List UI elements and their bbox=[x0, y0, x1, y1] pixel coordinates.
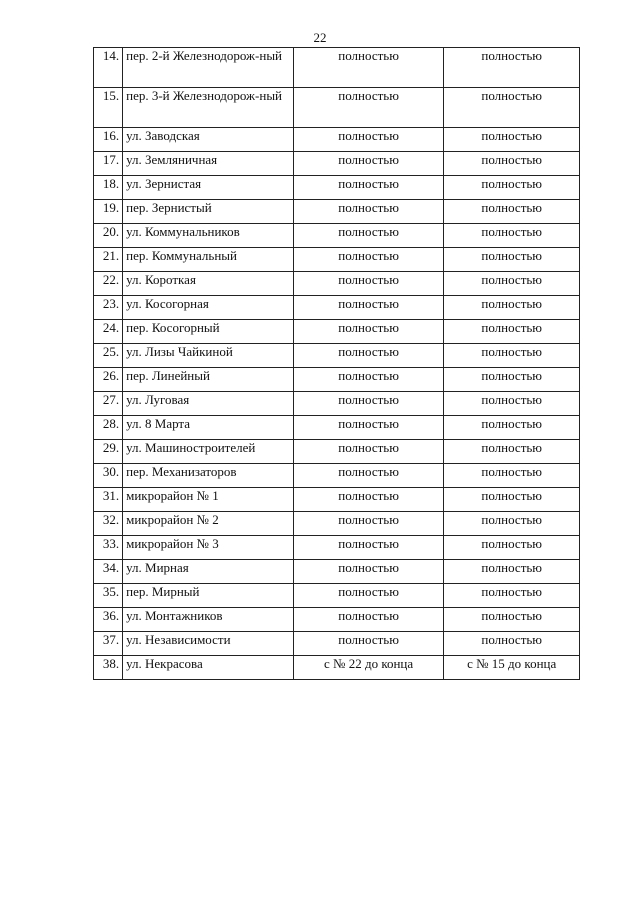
range-col-2: полностью bbox=[444, 296, 580, 320]
row-number: 38. bbox=[94, 656, 123, 680]
row-number: 28. bbox=[94, 416, 123, 440]
row-number: 15. bbox=[94, 88, 123, 128]
street-name: пер. 2-й Железнодорож-ный bbox=[123, 48, 294, 88]
row-number: 24. bbox=[94, 320, 123, 344]
table-row bbox=[94, 440, 580, 464]
table-row bbox=[94, 48, 580, 88]
range-col-1: полностью bbox=[293, 512, 444, 536]
row-number: 19. bbox=[94, 200, 123, 224]
table-row bbox=[94, 464, 580, 488]
street-name: пер. Зернистый bbox=[123, 200, 294, 224]
range-col-1: полностью bbox=[293, 488, 444, 512]
table-row bbox=[94, 296, 580, 320]
range-col-2: полностью bbox=[444, 128, 580, 152]
table-row bbox=[94, 632, 580, 656]
street-name: ул. 8 Марта bbox=[123, 416, 294, 440]
range-col-1: полностью bbox=[293, 608, 444, 632]
range-col-1: полностью bbox=[293, 128, 444, 152]
range-col-2: полностью bbox=[444, 512, 580, 536]
table-row bbox=[94, 560, 580, 584]
street-name: ул. Луговая bbox=[123, 392, 294, 416]
range-col-2: полностью bbox=[444, 48, 580, 88]
table-row bbox=[94, 368, 580, 392]
street-name: ул. Мирная bbox=[123, 560, 294, 584]
range-col-2: полностью bbox=[444, 632, 580, 656]
row-number: 35. bbox=[94, 584, 123, 608]
row-number: 14. bbox=[94, 48, 123, 88]
range-col-1: полностью bbox=[293, 200, 444, 224]
range-col-1: с № 22 до конца bbox=[293, 656, 444, 680]
range-col-1: полностью bbox=[293, 248, 444, 272]
range-col-1: полностью bbox=[293, 152, 444, 176]
table-row bbox=[94, 392, 580, 416]
row-number: 36. bbox=[94, 608, 123, 632]
range-col-1: полностью bbox=[293, 416, 444, 440]
table-row bbox=[94, 248, 580, 272]
table-row bbox=[94, 128, 580, 152]
row-number: 26. bbox=[94, 368, 123, 392]
table-row bbox=[94, 88, 580, 128]
row-number: 34. bbox=[94, 560, 123, 584]
table-row bbox=[94, 536, 580, 560]
street-name: микрорайон № 3 bbox=[123, 536, 294, 560]
range-col-2: с № 15 до конца bbox=[444, 656, 580, 680]
street-name: пер. Мирный bbox=[123, 584, 294, 608]
row-number: 22. bbox=[94, 272, 123, 296]
page-number: 22 bbox=[313, 30, 327, 45]
range-col-1: полностью bbox=[293, 632, 444, 656]
street-name: ул. Монтажников bbox=[123, 608, 294, 632]
street-name: ул. Короткая bbox=[123, 272, 294, 296]
range-col-1: полностью bbox=[293, 536, 444, 560]
range-col-1: полностью bbox=[293, 224, 444, 248]
row-number: 18. bbox=[94, 176, 123, 200]
range-col-2: полностью bbox=[444, 320, 580, 344]
range-col-2: полностью bbox=[444, 608, 580, 632]
range-col-2: полностью bbox=[444, 440, 580, 464]
row-number: 27. bbox=[94, 392, 123, 416]
row-number: 17. bbox=[94, 152, 123, 176]
table-row bbox=[94, 608, 580, 632]
row-number: 21. bbox=[94, 248, 123, 272]
range-col-2: полностью bbox=[444, 368, 580, 392]
street-name: микрорайон № 1 bbox=[123, 488, 294, 512]
range-col-1: полностью bbox=[293, 368, 444, 392]
table-row bbox=[94, 272, 580, 296]
row-number: 32. bbox=[94, 512, 123, 536]
range-col-2: полностью bbox=[444, 88, 580, 128]
range-col-2: полностью bbox=[444, 272, 580, 296]
street-name: ул. Заводская bbox=[123, 128, 294, 152]
table-row bbox=[94, 200, 580, 224]
range-col-2: полностью bbox=[444, 152, 580, 176]
row-number: 20. bbox=[94, 224, 123, 248]
street-name: ул. Зернистая bbox=[123, 176, 294, 200]
range-col-2: полностью bbox=[444, 536, 580, 560]
row-number: 31. bbox=[94, 488, 123, 512]
table-row bbox=[94, 152, 580, 176]
street-name: пер. 3-й Железнодорож-ный bbox=[123, 88, 294, 128]
range-col-1: полностью bbox=[293, 344, 444, 368]
range-col-2: полностью bbox=[444, 416, 580, 440]
table-row bbox=[94, 584, 580, 608]
table-row bbox=[94, 320, 580, 344]
street-name: ул. Лизы Чайкиной bbox=[123, 344, 294, 368]
range-col-1: полностью bbox=[293, 584, 444, 608]
streets-table-body bbox=[94, 48, 580, 680]
range-col-2: полностью bbox=[444, 464, 580, 488]
table-row bbox=[94, 176, 580, 200]
street-name: ул. Машиностроителей bbox=[123, 440, 294, 464]
range-col-2: полностью bbox=[444, 176, 580, 200]
row-number: 25. bbox=[94, 344, 123, 368]
range-col-2: полностью bbox=[444, 560, 580, 584]
row-number: 23. bbox=[94, 296, 123, 320]
table-row bbox=[94, 344, 580, 368]
table-row bbox=[94, 224, 580, 248]
street-name: микрорайон № 2 bbox=[123, 512, 294, 536]
row-number: 29. bbox=[94, 440, 123, 464]
range-col-1: полностью bbox=[293, 320, 444, 344]
range-col-2: полностью bbox=[444, 344, 580, 368]
range-col-1: полностью bbox=[293, 176, 444, 200]
range-col-2: полностью bbox=[444, 200, 580, 224]
range-col-1: полностью bbox=[293, 464, 444, 488]
street-name: ул. Коммунальников bbox=[123, 224, 294, 248]
range-col-1: полностью bbox=[293, 88, 444, 128]
range-col-2: полностью bbox=[444, 392, 580, 416]
street-name: пер. Линейный bbox=[123, 368, 294, 392]
range-col-1: полностью bbox=[293, 560, 444, 584]
range-col-2: полностью bbox=[444, 224, 580, 248]
street-name: ул. Некрасова bbox=[123, 656, 294, 680]
range-col-2: полностью bbox=[444, 488, 580, 512]
table-row bbox=[94, 488, 580, 512]
street-name: пер. Коммунальный bbox=[123, 248, 294, 272]
table-row bbox=[94, 512, 580, 536]
range-col-2: полностью bbox=[444, 248, 580, 272]
row-number: 33. bbox=[94, 536, 123, 560]
range-col-1: полностью bbox=[293, 48, 444, 88]
row-number: 16. bbox=[94, 128, 123, 152]
streets-table bbox=[93, 47, 580, 680]
street-name: пер. Механизаторов bbox=[123, 464, 294, 488]
row-number: 37. bbox=[94, 632, 123, 656]
range-col-1: полностью bbox=[293, 272, 444, 296]
row-number: 30. bbox=[94, 464, 123, 488]
street-name: ул. Косогорная bbox=[123, 296, 294, 320]
range-col-1: полностью bbox=[293, 392, 444, 416]
range-col-2: полностью bbox=[444, 584, 580, 608]
range-col-1: полностью bbox=[293, 296, 444, 320]
street-name: пер. Косогорный bbox=[123, 320, 294, 344]
table-row bbox=[94, 656, 580, 680]
street-name: ул. Независимости bbox=[123, 632, 294, 656]
range-col-1: полностью bbox=[293, 440, 444, 464]
street-name: ул. Земляничная bbox=[123, 152, 294, 176]
table-row bbox=[94, 416, 580, 440]
